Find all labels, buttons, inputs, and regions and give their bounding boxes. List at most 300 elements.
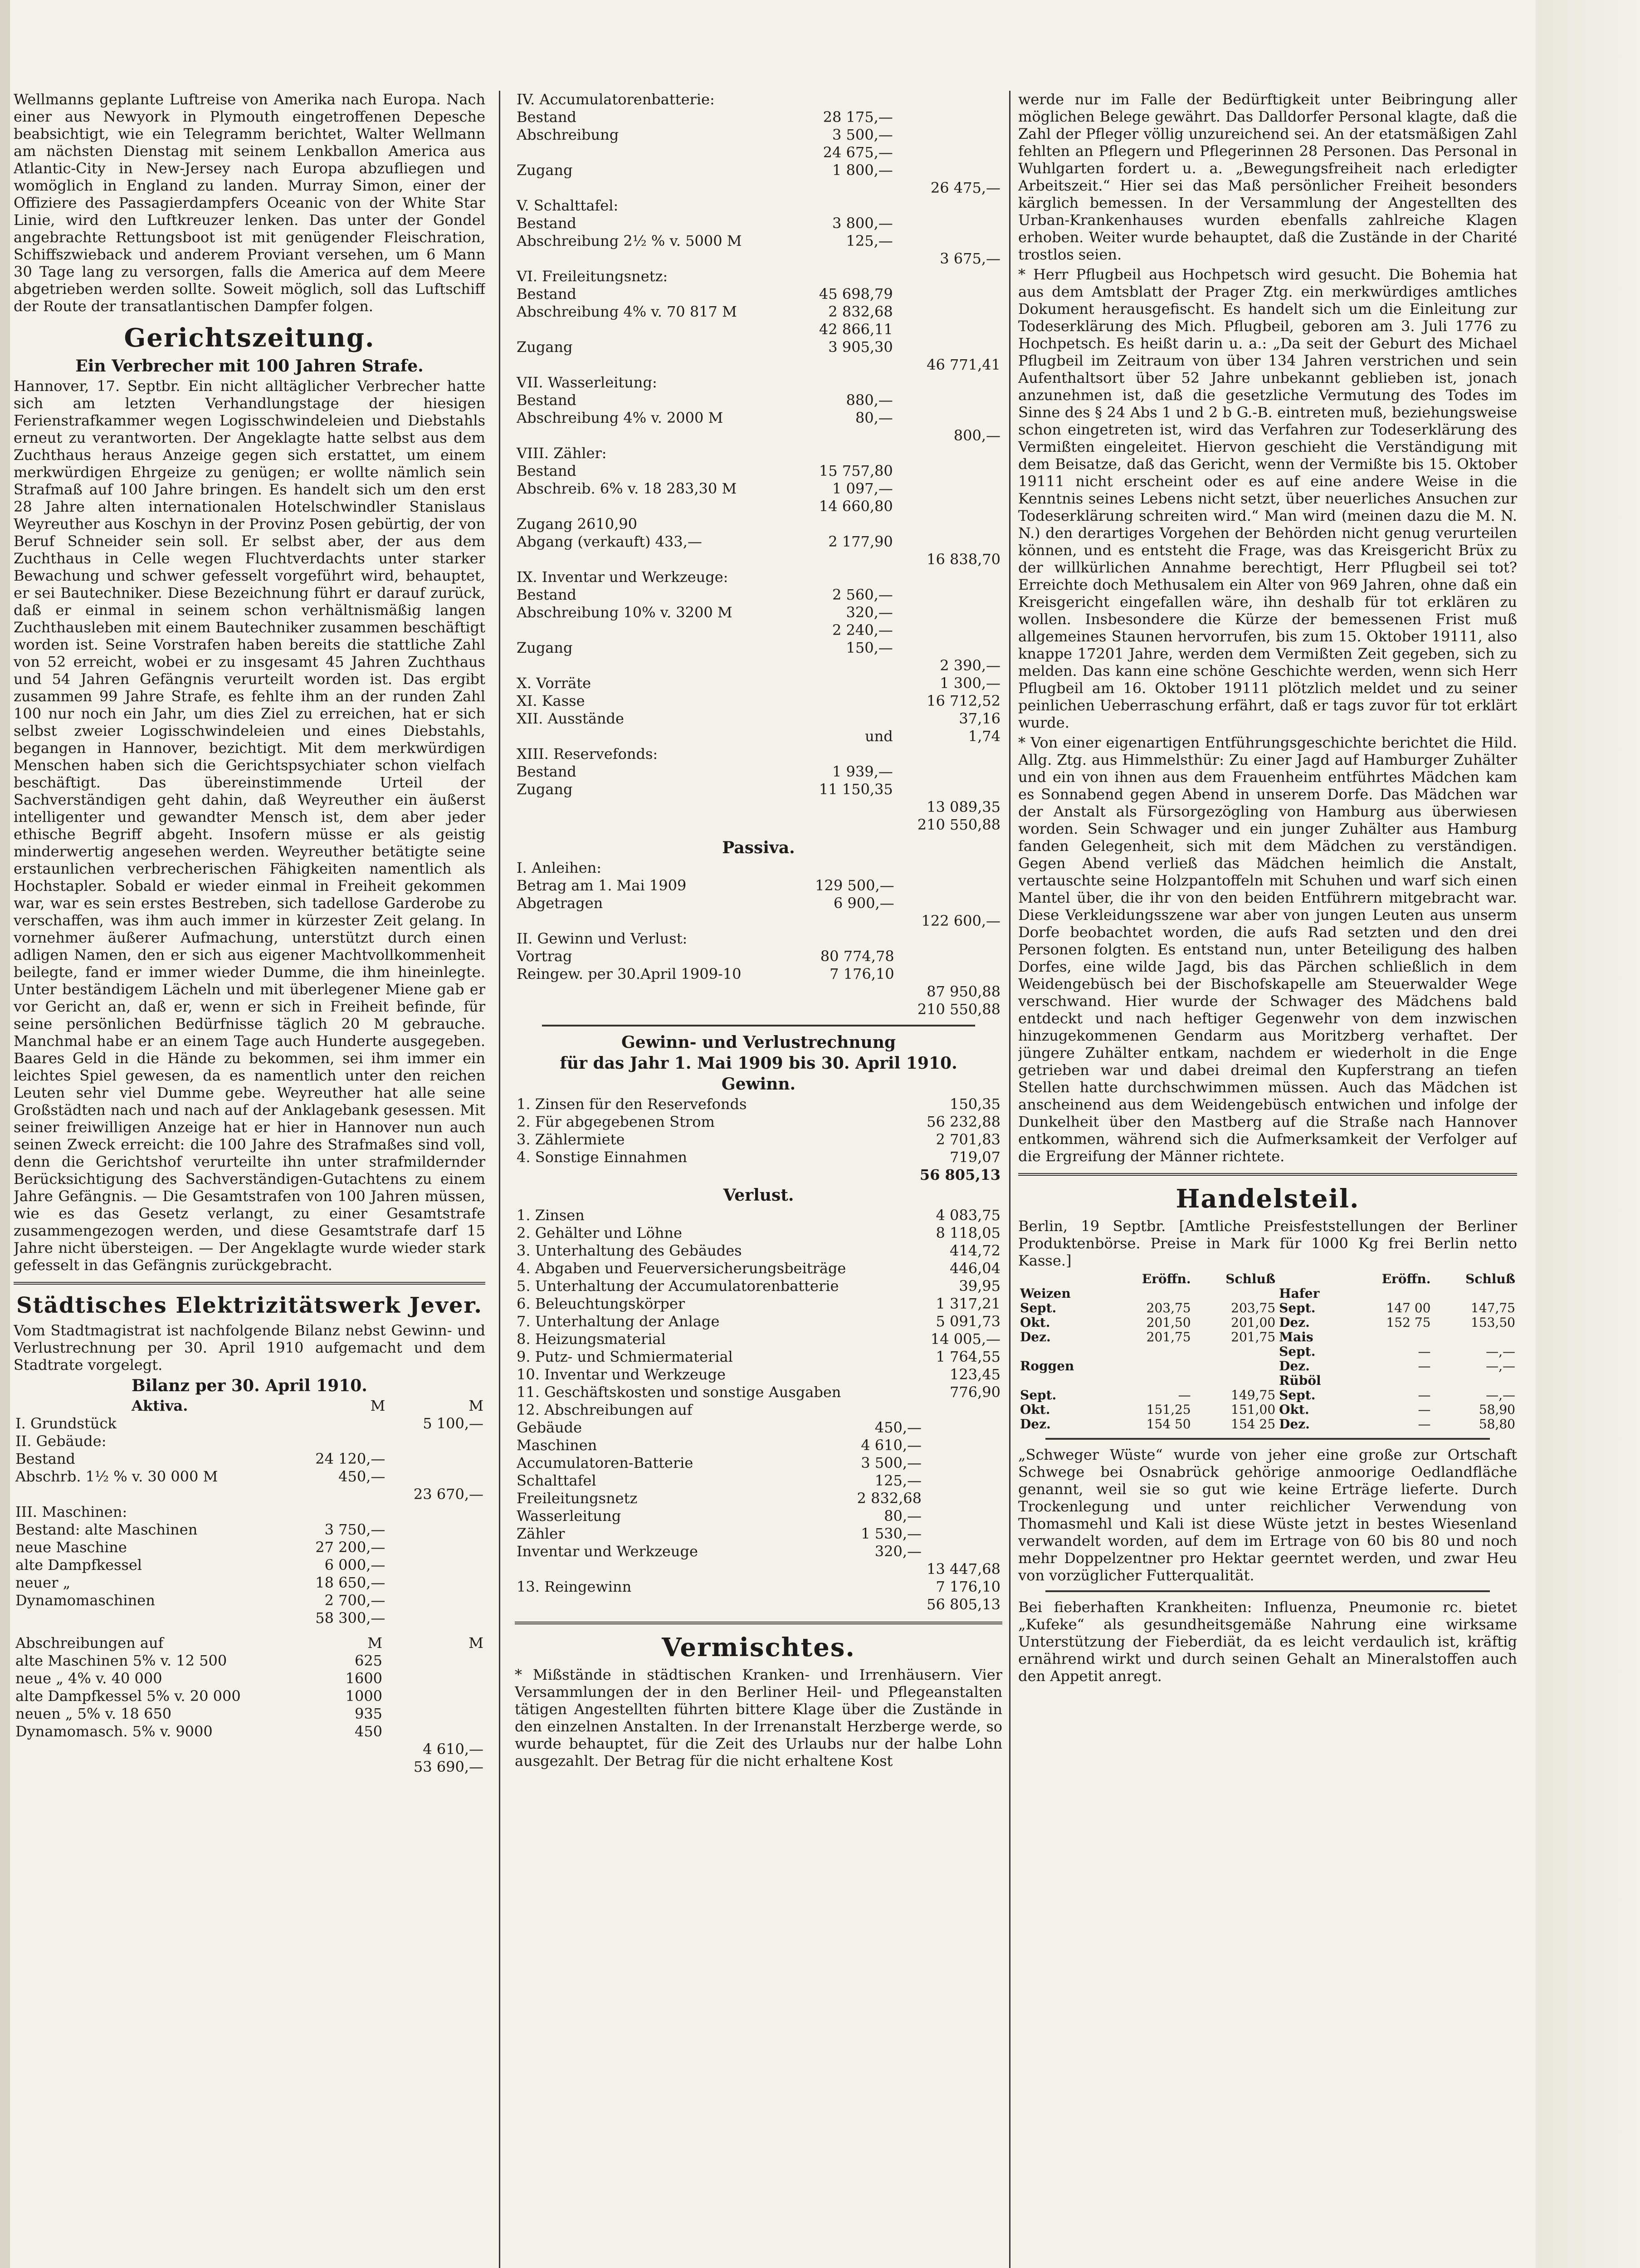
row-amount: 150,35 bbox=[950, 1095, 1001, 1113]
market-price: 203,75 bbox=[1146, 1300, 1191, 1315]
aktiva-row bbox=[515, 197, 1002, 215]
verlust-row bbox=[515, 1560, 1002, 1578]
gewinn-row bbox=[515, 1095, 1002, 1113]
section-heading-trade: Handelsteil. bbox=[1176, 1184, 1360, 1214]
row-label: 12. Abschreibungen auf bbox=[517, 1401, 693, 1418]
row-amount bbox=[895, 144, 1002, 161]
row-label bbox=[515, 816, 799, 834]
verlust-row bbox=[515, 1454, 1002, 1472]
passiva-row bbox=[515, 877, 1002, 894]
row-label: Freileitungsnetz bbox=[517, 1490, 638, 1507]
market-price: — bbox=[1418, 1359, 1431, 1374]
aktiva-row bbox=[515, 551, 1002, 568]
aktiva-row bbox=[515, 232, 1002, 250]
row-amount: 776,90 bbox=[950, 1383, 1001, 1401]
market-row bbox=[1018, 1315, 1517, 1330]
aktiva-row bbox=[515, 798, 1002, 816]
row-label: 13. Reingewinn bbox=[517, 1578, 632, 1595]
market-row bbox=[1018, 1359, 1517, 1374]
market-price: 154 25 bbox=[1231, 1417, 1276, 1432]
gewinn-row bbox=[515, 1113, 1002, 1131]
row-amount bbox=[895, 126, 1002, 144]
row-amount bbox=[895, 498, 1002, 515]
row-amount: 150,— bbox=[846, 639, 893, 656]
row-amount bbox=[795, 930, 896, 948]
row-amount bbox=[923, 1543, 1002, 1560]
row-amount: 450,— bbox=[874, 1419, 922, 1436]
verlust-row bbox=[515, 1543, 1002, 1560]
row-amount bbox=[799, 445, 895, 462]
row-amount: 1 300,— bbox=[940, 675, 1001, 692]
passiva-row bbox=[515, 930, 1002, 948]
row-amount bbox=[895, 232, 1002, 250]
row-label: Inventar und Werkzeuge bbox=[517, 1543, 698, 1560]
market-price: 201,00 bbox=[1231, 1315, 1276, 1330]
currency-header: M bbox=[469, 1397, 483, 1414]
row-amount: 1,74 bbox=[968, 728, 1001, 745]
row-amount bbox=[799, 91, 895, 108]
market-price: 58,90 bbox=[1479, 1402, 1515, 1417]
row-label: VIII. Zähler: bbox=[517, 445, 607, 462]
aktiva-row bbox=[515, 250, 1002, 268]
verlust-row bbox=[515, 1277, 1002, 1295]
row-amount bbox=[896, 859, 1002, 877]
row-amount bbox=[896, 930, 1002, 948]
row-label: alte Maschinen 5% v. 12 500 bbox=[15, 1652, 227, 1669]
row-amount: 1 800,— bbox=[832, 161, 893, 179]
market-label: Rüböl bbox=[1279, 1373, 1321, 1388]
market-label: Mais bbox=[1279, 1330, 1313, 1344]
row-amount: 1600 bbox=[345, 1670, 383, 1687]
row-amount bbox=[895, 745, 1002, 763]
row-amount bbox=[895, 445, 1002, 462]
verlust-row bbox=[515, 1437, 1002, 1454]
abschreibungen-total: 4 610,— bbox=[423, 1740, 483, 1758]
market-price bbox=[1109, 1374, 1192, 1388]
row-label bbox=[14, 1486, 289, 1503]
row-amount bbox=[799, 745, 895, 763]
aktiva-row bbox=[515, 728, 1002, 745]
aktiva-row bbox=[515, 816, 1002, 834]
row-label bbox=[515, 621, 799, 639]
row-label: 4. Abgaben und Feuerversicherungsbeiträge bbox=[517, 1260, 846, 1277]
aktiva-row bbox=[515, 692, 1002, 710]
market-label: Roggen bbox=[1020, 1359, 1074, 1374]
row-amount bbox=[854, 1578, 923, 1596]
row-amount bbox=[799, 710, 895, 728]
row-amount: 450 bbox=[354, 1723, 383, 1740]
market-price: 201,75 bbox=[1231, 1330, 1276, 1344]
row-label bbox=[515, 179, 799, 197]
aktiva-row bbox=[515, 338, 1002, 356]
row-label: 4. Sonstige Einnahmen bbox=[517, 1149, 687, 1166]
abschreibungen-net: 53 690,— bbox=[413, 1758, 483, 1775]
verlust-row bbox=[515, 1596, 1002, 1613]
market-price bbox=[1432, 1374, 1517, 1388]
row-label: Dynamomaschinen bbox=[15, 1592, 155, 1609]
market-price bbox=[1109, 1344, 1192, 1359]
market-label: Okt. bbox=[1020, 1315, 1050, 1330]
row-amount bbox=[799, 568, 895, 586]
aktiva-row bbox=[14, 1521, 485, 1539]
aktiva-row bbox=[515, 144, 1002, 161]
row-amount: 87 950,88 bbox=[927, 983, 1001, 1000]
divider bbox=[542, 1025, 975, 1026]
row-amount: 450,— bbox=[338, 1468, 386, 1485]
row-label: Dynamomasch. 5% v. 9000 bbox=[15, 1723, 213, 1740]
row-amount: 2 390,— bbox=[940, 657, 1001, 674]
row-amount: 46 771,41 bbox=[927, 356, 1001, 373]
row-amount: 16 838,70 bbox=[927, 551, 1001, 568]
currency-header: M bbox=[367, 1634, 383, 1652]
page-edge bbox=[0, 0, 10, 2268]
row-label: neuer „ bbox=[15, 1574, 71, 1591]
row-amount: 2 177,90 bbox=[828, 533, 893, 550]
article-hospitals-cont: werde nur im Falle der Bedürftigkeit unter Beibringung aller möglichen Belege gewährt. Das Dalldorfer Personal klagte, daß die Zahl der Pfleger völlig unzureichend sei. An der etatsmäßigen Zahl fehlten an Pflegern und Pflegerinnen 28 Personen. Das Personal in Wuhlgarten fordert u. a. „Bewegungsfreiheit nach erledigter Arbeitszeit.“ Hier sei das Maß persönlicher Freiheit besonders kärglich bemessen. In der Versammlung der Angestellten des Urban-Krankenhauses wurden ebenfalls zahlreiche Klagen erhoben. Weiter wurde behauptet, daß die Zustände in der Charité trostlos seien. bbox=[1018, 91, 1517, 263]
row-amount: 39,95 bbox=[959, 1277, 1001, 1295]
row-amount bbox=[854, 1330, 923, 1348]
right-margin bbox=[1536, 0, 1640, 2268]
row-amount bbox=[799, 675, 895, 692]
market-price: — bbox=[1418, 1402, 1431, 1417]
aktiva-row bbox=[515, 675, 1002, 692]
row-amount bbox=[895, 568, 1002, 586]
market-price bbox=[1349, 1374, 1432, 1388]
row-label: Bestand bbox=[517, 108, 576, 126]
market-price: —,— bbox=[1486, 1359, 1515, 1374]
market-label: Dez. bbox=[1020, 1417, 1051, 1432]
abschreibungen-table bbox=[14, 1634, 485, 1776]
article-schwege: „Schweger Wüste“ wurde von jeher eine große zur Ortschaft Schwege bei Osnabrück gehörige anmoorige Oedlandfläche genannt, weil sie so gut wie keine Erträge lieferte. Durch Trockenlegung und unter reichlicher Verwendung von Thomasmehl und Kali ist diese Wüste jetzt in bestes Wiesenland verwandelt worden, auf dem im Ertrage von 60 bis 80 und noch mehr Doppelzentner pro Hektar geerntet werden, und zwar Heu von vorzüglicher Futterqualität. bbox=[1018, 1446, 1517, 1584]
verlust-row bbox=[515, 1295, 1002, 1313]
abschreibung-row bbox=[14, 1687, 485, 1705]
row-amount: 2 701,83 bbox=[936, 1131, 1001, 1148]
row-label: 9. Putz- und Schmiermaterial bbox=[517, 1348, 733, 1365]
row-amount: 13 447,68 bbox=[927, 1560, 1001, 1578]
verlust-row bbox=[515, 1401, 1002, 1419]
row-amount bbox=[895, 462, 1002, 480]
row-amount bbox=[895, 338, 1002, 356]
row-label: 5. Unterhaltung der Accumulatorenbatterie bbox=[517, 1277, 839, 1295]
article-court: Hannover, 17. Septbr. Ein nicht alltäglicher Verbrecher hatte sich am letzten Verhandlungstage der hiesigen Ferienstrafkammer wegen Logisschwindeleien und Diebstahls erneut zu verantworten. Der Angeklagte hatte selbst aus dem Zuchthaus heraus Anzeige gegen sich erstattet, um einem merkwürdigen Ehrgeize zu genügen; er wollte nämlich sein Strafmaß auf 100 Jahre bringen. Es handelt sich um den erst 28 Jahre alten internationalen Hotelschwindler Stanislaus Weyreuther aus Koschyn in der Provinz Posen gebürtig, der von Beruf Schneider sein soll. Er selbst aber, der aus dem Zuchthaus in Celle wegen Fluchtverdachts unter starker Bewachung und schwer gefesselt vorgeführt wird, behauptet, er sei Bautechniker. Diese Bezeichnung führt er darauf zurück, daß er einmal in seinem schon verhältnismäßig langen Zuchthausleben mit einem Bautechniker zusammen beschäftigt worden ist. Seine Vorstrafen haben bereits die stattliche Zahl von 52 erreicht, wobei er zu insgesamt 45 Jahren Zuchthaus und 54 Jahren Gefängnis verurteilt worden ist. Das ergibt zusammen 99 Jahre Strafe, es fehlte ihm an der runden Zahl 100 nur noch ein Jahr, um dies Ziel zu erreichen, hat er sich selbst zweier Logisschwindeleien und eines Diebstahls, begangen in Hannover, bezichtigt. Mit dem merkwürdigen Menschen haben sich die Gerichtspsychiater schon vielfach beschäftigt. Das übereinstimmende Urteil der Sachverständigen geht dahin, daß Weyreuther ein äußerst intelligenter und gewandter Mensch ist, dem aber jeder ethische Begriff abgeht. Insofern müsse er als geistig minderwertig angesehen werden. Weyreuther betätigte seine erstaunlichen verbrecherischen Fähigkeiten namentlich als Hochstapler. Sobald er wieder einmal in Freiheit gekommen war, war es sein erstes Bestreben, sich tadellose Garderobe zu verschaffen, was ihm auch immer in kürzester Zeit gelang. In vornehmer äußerer Aufmachung, unterstützt durch einen adligen Namen, den er sich aus eigener Machtvollkommenheit beilegte, fand er immer wieder Dumme, die ihm hineinlegte. Unter beständigem Lächeln und mit überlegener Miene gab er vor Gericht an, daß er, wenn er sich in Freiheit befinde, für seine persönlichen Bedürfnisse täglich 20 M gebrauche. Manchmal habe er an einem Tage auch Hunderte ausgegeben. Baares Geld in die Hände zu bekommen, sei ihm immer ein leichtes Spiel gewesen, da es namentlich unter den reichen Leuten sehr viel Dumme gebe. Weyreuther hat alle seine Großstädten nach und nach auf der Anklagebank gesessen. Mit seiner freiwilligen Anzeige hat er hier in Hannover nun auch seinen Zweck erreicht: die 100 Jahre des Strafmaßes sind voll, denn die Gerichtshof verurteilte ihn unter strafmildernder Berücksichtigung des Sachverständigen-Gutachtens zu einem Jahre Gefängnis. — Die Gesamtstrafen von 100 Jahren müssen, wie es das Gesetz verlangt, zu einer Gesamtstrafe zusammengezogen werden, und diese Gesamtstrafe darf 15 Jahre nicht übersteigen. — Der Angeklagte wurde wieder stark gefesselt in das Gefängnis zurückgebracht. bbox=[14, 377, 485, 1274]
divider bbox=[14, 1282, 485, 1285]
abschreibung-row bbox=[14, 1705, 485, 1723]
row-label: II. Gebäude: bbox=[15, 1432, 107, 1450]
market-price bbox=[1349, 1286, 1432, 1301]
aktiva-row bbox=[14, 1539, 485, 1556]
market-price bbox=[1193, 1286, 1278, 1301]
row-amount bbox=[387, 1450, 485, 1468]
row-label: Bestand bbox=[517, 462, 576, 479]
row-label: Bestand bbox=[517, 285, 576, 303]
row-amount: 80,— bbox=[884, 1507, 922, 1525]
row-label: 3. Unterhaltung des Gebäudes bbox=[517, 1242, 742, 1259]
row-label: alte Dampfkessel 5% v. 20 000 bbox=[15, 1687, 241, 1705]
row-label bbox=[515, 551, 799, 568]
row-label: neue Maschine bbox=[15, 1539, 127, 1556]
market-row bbox=[1018, 1301, 1517, 1315]
aktiva-row bbox=[515, 604, 1002, 621]
row-label bbox=[515, 427, 799, 445]
market-label: Sept. bbox=[1020, 1300, 1057, 1315]
aktiva-row bbox=[515, 657, 1002, 675]
verlust-row bbox=[515, 1224, 1002, 1242]
row-amount bbox=[854, 1401, 923, 1419]
aktiva-row bbox=[515, 462, 1002, 480]
row-amount: 24 675,— bbox=[823, 144, 893, 161]
column-rule bbox=[499, 91, 500, 2268]
aktiva-row bbox=[14, 1486, 485, 1503]
row-amount: 3 675,— bbox=[940, 250, 1001, 267]
row-amount bbox=[387, 1539, 485, 1556]
row-label: 2. Gehälter und Löhne bbox=[517, 1224, 682, 1242]
row-amount bbox=[799, 427, 895, 445]
guv-subtitle: für das Jahr 1. Mai 1909 bis 30. April 1910. bbox=[560, 1054, 957, 1073]
verlust-row bbox=[515, 1490, 1002, 1507]
market-header: Eröffn. bbox=[1381, 1271, 1431, 1286]
row-amount: 3 750,— bbox=[324, 1521, 386, 1538]
article-abduction: * Von einer eigenartigen Entführungsgeschichte berichtet die Hild. Allg. Ztg. aus Himmelsthür: Zu einer Jagd auf Hamburger Zuhälter und ein von ihnen aus dem Frauenheim entführtes Mädchen kam es Sonnabend gegen Abend in unserem Dorfe. Das Mädchen war der Anstalt als Fürsorgezögling von Hamburg aus überwiesen worden. Sein Schwager und ein junger Zuhälter aus Hamburg fanden Gelegenheit, sich mit dem Mädchen zu verständigen. Gegen Abend verließ das Mädchen heimlich die Anstalt, vertauschte seine Holzpantoffeln mit Schuhen und warf sich einen Mantel über, die ihr von den beiden Entführern mitgebracht war. Diese Verkleidungsszene war aber von jungen Leuten aus unserm Dorfe beobachtet worden, die aufs Rad setzten und den drei Personen folgten. Es entstand nun, unter Beteiligung des halben Dorfes, eine wilde Jagd, bis das Pärchen schließlich in dem Weidengebüsch bei der Bischofskapelle am Steuerwalder Wege verschwand. Hier wurde der Schwager des Mädchens bald entdeckt und nach heftiger Gegenwehr von dem inzwischen hinzugekommenen Gendarm aus Moritzberg verhaftet. Der jüngere Zuhälter entkam, nachdem er wiederholt in die Enge getrieben war und dabei dreimal den Kupferstrang an tiefen Stellen hatte durchschwimmen müssen. Auch das Mädchen ist anscheinend aus dem Weidengebüsch entwichen und infolge der Dunkelheit über den Mastberg auf die Straße nach Hannover entkommen, während sich die Aufmerksamkeit der Verfolger auf die Ergreifung der Männer richtete. bbox=[1018, 734, 1517, 1165]
aktiva-row bbox=[515, 445, 1002, 462]
row-amount bbox=[895, 161, 1002, 179]
market-price bbox=[1109, 1359, 1192, 1374]
row-amount: 1 764,55 bbox=[936, 1348, 1001, 1365]
aktiva-row bbox=[14, 1574, 485, 1592]
row-amount bbox=[923, 1490, 1002, 1507]
row-amount bbox=[923, 1401, 1002, 1419]
row-label: Zugang 2610,90 bbox=[517, 515, 637, 533]
row-amount: 2 832,68 bbox=[857, 1490, 922, 1507]
abschreibung-row bbox=[14, 1652, 485, 1670]
aktiva-row bbox=[515, 480, 1002, 498]
row-label: Bestand bbox=[517, 586, 576, 603]
aktiva-row bbox=[515, 781, 1002, 798]
gewinn-row bbox=[515, 1149, 1002, 1166]
market-label: Weizen bbox=[1020, 1286, 1071, 1301]
row-label bbox=[515, 144, 799, 161]
row-amount bbox=[799, 356, 895, 374]
verlust-row bbox=[515, 1525, 1002, 1543]
passiva-title: Passiva. bbox=[722, 838, 795, 857]
market-price: 147,75 bbox=[1471, 1300, 1515, 1315]
row-amount: 13 089,35 bbox=[927, 798, 1001, 816]
column-rule bbox=[1009, 91, 1010, 2268]
row-label bbox=[515, 912, 795, 930]
row-amount: 122 600,— bbox=[921, 912, 1001, 929]
aktiva-row bbox=[515, 356, 1002, 374]
row-label: Zähler bbox=[517, 1525, 565, 1542]
row-amount: 2 560,— bbox=[832, 586, 893, 603]
market-price: 151,25 bbox=[1146, 1402, 1191, 1417]
row-amount: 935 bbox=[354, 1705, 383, 1722]
row-amount bbox=[387, 1503, 485, 1521]
aktiva-row bbox=[515, 639, 1002, 657]
row-amount bbox=[799, 798, 895, 816]
row-amount: 880,— bbox=[846, 391, 893, 409]
market-row bbox=[1018, 1374, 1517, 1388]
market-price: —,— bbox=[1486, 1388, 1515, 1403]
row-label: Abschreibung 2½ % v. 5000 M bbox=[517, 232, 742, 249]
row-amount bbox=[854, 1224, 923, 1242]
aktiva-row bbox=[515, 303, 1002, 321]
row-label: Abschrb. 1½ % v. 30 000 M bbox=[15, 1468, 218, 1485]
row-amount: 210 550,88 bbox=[917, 1001, 1001, 1018]
row-amount bbox=[854, 1207, 923, 1224]
row-amount: 719,07 bbox=[950, 1149, 1001, 1166]
passiva-row bbox=[515, 965, 1002, 983]
verlust-row bbox=[515, 1260, 1002, 1277]
row-amount bbox=[289, 1486, 387, 1503]
currency-header: M bbox=[469, 1634, 483, 1652]
row-label: 2. Für abgegebenen Strom bbox=[517, 1113, 715, 1130]
row-amount bbox=[895, 781, 1002, 798]
row-amount bbox=[895, 285, 1002, 303]
row-amount bbox=[854, 1383, 923, 1401]
row-amount bbox=[289, 1432, 387, 1450]
row-amount bbox=[895, 763, 1002, 781]
row-label bbox=[515, 1560, 854, 1578]
aktiva-row bbox=[14, 1415, 485, 1432]
row-label: Gebäude bbox=[517, 1419, 582, 1436]
passiva-row bbox=[515, 912, 1002, 930]
row-label: Bestand bbox=[517, 215, 576, 232]
row-label: Zugang bbox=[517, 639, 573, 656]
row-amount: 3 500,— bbox=[832, 126, 893, 143]
aktiva-row bbox=[515, 586, 1002, 604]
market-row bbox=[1018, 1417, 1517, 1432]
row-amount: 129 500,— bbox=[815, 877, 894, 894]
verlust-table bbox=[515, 1207, 1002, 1613]
row-amount: 80 774,78 bbox=[820, 948, 894, 965]
market-row bbox=[1018, 1344, 1517, 1359]
article-hospitals: * Mißstände in städtischen Kranken- und Irrenhäusern. Vier Versammlungen der in den Berliner Heil- und Pflegeanstalten tätigen Angestellten führten bittere Klage über die Zustände in den einzelnen Anstalten. In der Irrenanstalt Herzberge werde, so wurde behauptet, für die Zeit des Urlaubs nur der halbe Lohn ausgezahlt. Der Betrag für die nicht erhaltene Kost bbox=[515, 1666, 1002, 1769]
market-label: Okt. bbox=[1020, 1402, 1050, 1417]
row-amount bbox=[854, 1242, 923, 1260]
row-amount bbox=[896, 948, 1002, 965]
aktiva-table bbox=[14, 1397, 485, 1627]
row-label: IX. Inventar und Werkzeuge: bbox=[517, 568, 728, 586]
aktiva-row bbox=[515, 215, 1002, 232]
passiva-row bbox=[515, 948, 1002, 965]
divider bbox=[515, 1622, 1002, 1624]
row-amount bbox=[799, 179, 895, 197]
market-price: — bbox=[1418, 1388, 1431, 1403]
row-amount bbox=[289, 1415, 387, 1432]
verlust-row bbox=[515, 1507, 1002, 1525]
row-amount: 56 805,13 bbox=[927, 1596, 1001, 1613]
row-amount bbox=[795, 1001, 896, 1018]
aktiva-row bbox=[14, 1450, 485, 1468]
row-amount bbox=[923, 1525, 1002, 1543]
row-amount: 3 905,30 bbox=[828, 338, 893, 356]
market-label: Dez. bbox=[1279, 1315, 1310, 1330]
row-amount: 14 005,— bbox=[930, 1330, 1001, 1348]
gewinn-table bbox=[515, 1095, 1002, 1184]
row-label bbox=[515, 798, 799, 816]
row-amount bbox=[895, 639, 1002, 657]
passiva-row bbox=[515, 894, 1002, 912]
verlust-row bbox=[515, 1472, 1002, 1490]
row-amount: 56 232,88 bbox=[927, 1113, 1001, 1130]
market-price: 153,50 bbox=[1471, 1315, 1515, 1330]
aktiva-row bbox=[515, 568, 1002, 586]
row-amount: 15 757,80 bbox=[819, 462, 893, 479]
aktiva-row bbox=[515, 409, 1002, 427]
row-label: Zugang bbox=[517, 338, 573, 356]
row-label: 7. Unterhaltung der Anlage bbox=[517, 1313, 720, 1330]
row-amount: 18 650,— bbox=[315, 1574, 386, 1591]
market-price bbox=[1193, 1359, 1278, 1374]
row-amount: 27 200,— bbox=[315, 1539, 386, 1556]
row-amount bbox=[799, 551, 895, 568]
row-amount bbox=[895, 215, 1002, 232]
aktiva-title: Aktiva. bbox=[132, 1397, 188, 1414]
row-amount bbox=[854, 1295, 923, 1313]
row-amount: 4 610,— bbox=[861, 1437, 922, 1454]
row-label: Zugang bbox=[517, 781, 573, 798]
row-label: Abgetragen bbox=[517, 894, 603, 912]
row-label: 1. Zinsen für den Reservefonds bbox=[517, 1095, 747, 1113]
row-amount bbox=[387, 1432, 485, 1450]
row-label: Bestand: alte Maschinen bbox=[15, 1521, 198, 1538]
row-label: 10. Inventar und Werkzeuge bbox=[517, 1366, 726, 1383]
article-pflugbeil: * Herr Pflugbeil aus Hochpetsch wird gesucht. Die Bohemia hat aus dem Amtsblatt der Prager Ztg. ein merkwürdiges amtliches Dokument herausgefischt. Es handelt sich um die Einleitung zur Todeserklärung des Mich. Pflugbeil, geboren am 3. Juli 1776 zu Hochpetsch. Es heißt darin u. a.: „Da seit der Geburt des Michael Pflugbeil im Zeitraum von über 134 Jahren verstrichen und sein Aufenthaltsort über 52 Jahre unbekannt geblieben ist, jonach anzunehmen ist, daß die gesetzliche Vermutung des Todes im Sinne des § 24 Abs 1 und 2 b G.-B. eintreten muß, beziehungsweise schon eingetreten ist, wird das Verfahren zur Todeserklärung des Vermißten eingeleitet. Hiervon geschieht die Verständigung mit dem Beisatze, daß das Gericht, wenn der Vermißte bis 15. Oktober 19111 nicht erscheint oder es auf eine andere Weise in die Kenntnis seines Lebens nicht setzt, über neuerliches Ansuchen zur Todeserklärung schreiten wird.“ Man wird (meinen dazu die M. N. N.) den derartiges Vorgehen der Behörden nicht genug verurteilen können, und es entsteht die Frage, was das Kreisgericht Brüx zu der willkürlichen Annahme berechtigt, Herr Pflugbeil sei tot? Erreichte doch Methusalem ein Alter von 969 Jahren, ohne daß ein Kreisgericht eingefallen wäre, ihn deshalb für tot erklären zu wollen. Insbesondere die Kürze der bemessenen Frist muß allgemeines Staunen hervorrufen, bis zum 15. Oktober 19111, also knappe 17201 Jahre, werden dem Vermißten Zeit gegeben, sich zu melden. Das kann eine schöne Geschichte werden, wenn sich Herr Pflugbeil am 16. Oktober 19111 plötzlich meldet und zu seiner peinlichen Ueberraschung erfährt, daß er tags zuvor für tot erklärt wurde. bbox=[1018, 266, 1517, 731]
aktiva-row bbox=[515, 710, 1002, 728]
row-amount bbox=[895, 374, 1002, 391]
aktiva-row bbox=[14, 1556, 485, 1574]
passiva-row bbox=[515, 983, 1002, 1001]
section-heading-misc: Vermischtes. bbox=[662, 1633, 855, 1662]
row-amount bbox=[799, 816, 895, 834]
aktiva-row bbox=[515, 161, 1002, 179]
row-amount: 11 150,35 bbox=[819, 781, 893, 798]
market-price: 201,50 bbox=[1146, 1315, 1191, 1330]
guv-title: Gewinn- und Verlustrechnung bbox=[621, 1033, 896, 1052]
divider bbox=[1045, 1438, 1490, 1440]
market-label: Sept. bbox=[1279, 1300, 1316, 1315]
row-label: III. Maschinen: bbox=[15, 1503, 127, 1520]
row-amount bbox=[387, 1468, 485, 1486]
row-amount bbox=[799, 374, 895, 391]
row-amount: 16 712,52 bbox=[927, 692, 1001, 709]
row-amount: 125,— bbox=[874, 1472, 922, 1489]
row-amount: 3 800,— bbox=[832, 215, 893, 232]
divider bbox=[1018, 1173, 1517, 1176]
row-label: I. Grundstück bbox=[15, 1415, 117, 1432]
row-amount: 5 091,73 bbox=[936, 1313, 1001, 1330]
row-amount: 1 097,— bbox=[832, 480, 893, 497]
aktiva-row bbox=[515, 621, 1002, 639]
row-amount: 58 300,— bbox=[315, 1609, 386, 1627]
row-amount bbox=[795, 983, 896, 1001]
row-amount: 2 700,— bbox=[324, 1592, 386, 1609]
aktiva-row bbox=[515, 126, 1002, 144]
row-amount bbox=[795, 912, 896, 930]
market-price: 147 00 bbox=[1386, 1300, 1431, 1315]
market-header: Schluß bbox=[1465, 1271, 1515, 1286]
row-amount: 123,45 bbox=[950, 1366, 1001, 1383]
market-header bbox=[1018, 1272, 1109, 1286]
verlust-row bbox=[515, 1330, 1002, 1348]
row-amount bbox=[799, 268, 895, 285]
row-amount: 446,04 bbox=[950, 1260, 1001, 1277]
row-label: 6. Beleuchtungskörper bbox=[517, 1295, 685, 1312]
row-amount bbox=[895, 391, 1002, 409]
row-label: I. Anleihen: bbox=[517, 859, 602, 876]
column-2 bbox=[515, 91, 1002, 2268]
row-amount bbox=[387, 1592, 485, 1609]
row-amount bbox=[895, 321, 1002, 338]
